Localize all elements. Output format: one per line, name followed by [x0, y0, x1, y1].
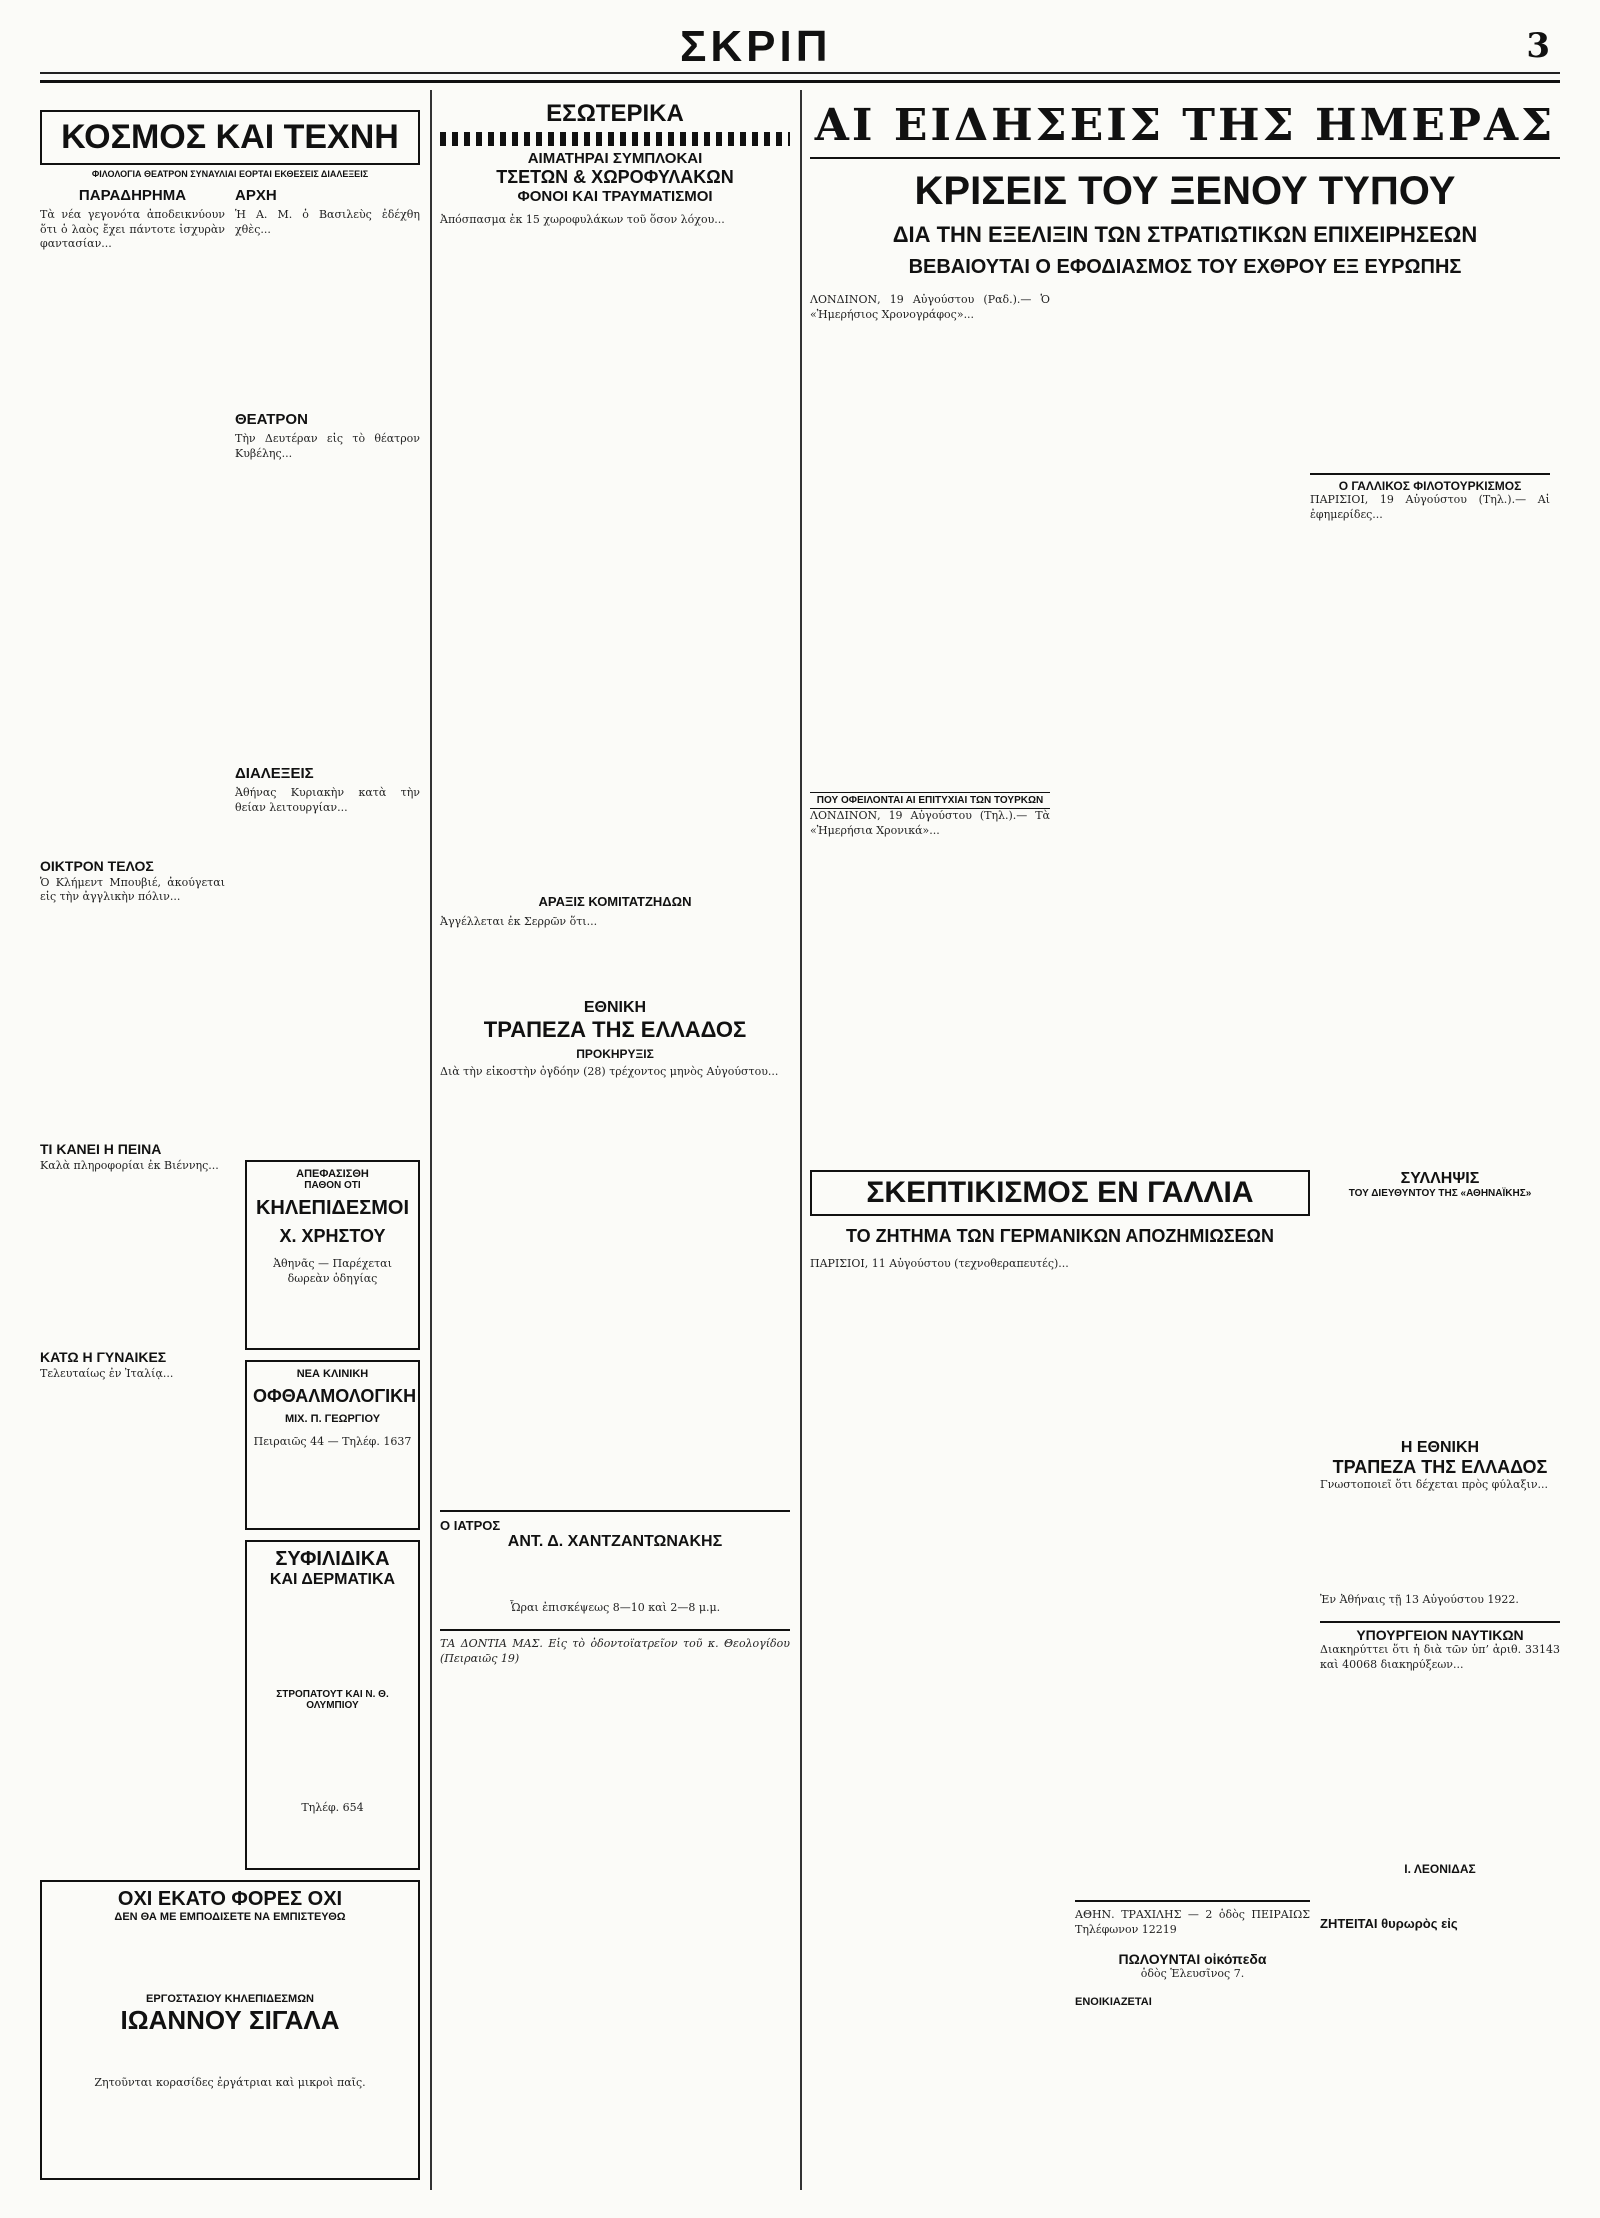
- subheadline: ΑΡΑΞΙΣ ΚΟΜΙΤΑΤΖΗΔΩΝ: [538, 893, 692, 909]
- ad-title: ΟΧΙ ΕΚΑΤΟ ΦΟΡΕΣ ΟΧΙ: [117, 1888, 343, 1910]
- doctor-name: ΑΝΤ. Δ. ΧΑΝΤΖΑΝΤΩΝΑΚΗΣ: [507, 1532, 723, 1550]
- headline: ΣΚΕΠΤΙΚΙΣΜΟΣ ΕΝ ΓΑΛΛΙΑ: [810, 1170, 1310, 1216]
- doctor-ad: [440, 1510, 790, 1616]
- advertisement: [245, 1540, 420, 1870]
- article-body: [440, 929, 790, 989]
- headline: ΤΟ ΖΗΤΗΜΑ ΤΩΝ ΓΕΡΜΑΝΙΚΩΝ ΑΠΟΖΗΜΙΩΣΕΩΝ: [845, 1226, 1274, 1246]
- article-body: [1060, 293, 1300, 993]
- teeth-ad: [440, 1629, 790, 1666]
- right-column-lower: [1320, 1170, 1560, 1931]
- article-title: ΟΙΚΤΡΟΝ ΤΕΛΟΣ: [40, 857, 154, 874]
- box-title: Ο ΓΑΛΛΙΚΟΣ ΦΙΛΟΤΟΥΡΚΙΣΜΟΣ: [1310, 473, 1550, 493]
- advertisement: [40, 1880, 420, 2180]
- subheadline: ΠΟΥ ΟΦΕΙΛΟΝΤΑΙ ΑΙ ΕΠΙΤΥΧΙΑΙ ΤΩΝ ΤΟΥΡΚΩΝ: [810, 792, 1050, 809]
- main-banner: ΑΙ ΕΙΔΗΣΕΙΣ ΤΗΣ ΗΜΕΡΑΣ: [814, 100, 1556, 151]
- article-body: [1320, 1672, 1560, 1862]
- ad-name: ΜΙΧ. Π. ΓΕΩΡΓΙΟΥ: [284, 1413, 381, 1425]
- column-divider: [800, 90, 802, 2190]
- bank-title: Η ΕΘΝΙΚΗ: [1400, 1439, 1480, 1456]
- sale-ad-detail: ὁδὸς Ἑλευσῖνος 7.: [1140, 1967, 1245, 1980]
- ad-title: ΣΥΦΙΛΙΔΙΚΑ: [275, 1548, 390, 1570]
- article-text: Ὁ Κλήμεντ Μπουβιέ, ἀκούγεται εἰς τὴν ἀγγλικὴν πόλιν...: [40, 875, 225, 903]
- ad-main: ΙΩΑΝΝΟΥ ΣΙΓΑΛΑ: [120, 2005, 340, 2035]
- ad-detail: Ἀθηνᾶς — Παρέχεται δωρεὰν ὁδηγίας: [273, 1257, 392, 1285]
- article-text: Ἡ Α. Μ. ὁ Βασιλεὺς ἐδέχθη χθὲς...: [235, 208, 420, 236]
- ad-detail: Ζητοῦνται κορασίδες ἐργάτριαι καὶ μικροὶ παῖς.: [94, 2076, 366, 2089]
- ad-title: ΑΠΕΦΑΣΙΣΘΗ: [296, 1168, 369, 1180]
- page-number: 3: [1526, 26, 1550, 66]
- article-body: [440, 1080, 790, 1510]
- skepticism-article: [810, 1170, 1310, 1272]
- article-text: Τὰ νέα γεγονότα ἀποδεικνύουν ὅτι ὁ λαὸς ἔχει πάντοτε ἰσχυρὰν φαντασίαν...: [40, 208, 225, 250]
- masthead: [40, 20, 1560, 83]
- dateline: ΛΟΝΔΙΝΟΝ, 19 Αὐγούστου (Ραδ.).— Ὁ «Ἡμερήσιος Χρονογράφος»...: [810, 293, 1050, 321]
- article-body: [235, 237, 420, 407]
- bank-text: Γνωστοποιεῖ ὅτι δέχεται πρὸς φύλαξιν...: [1320, 1478, 1549, 1491]
- bank-title: ΤΡΑΠΕΖΑ ΤΗΣ ΕΛΛΑΔΟΣ: [483, 1017, 747, 1042]
- section-subtitle: ΦΙΛΟΛΟΓΙΑ ΘΕΑΤΡΟΝ ΣΥΝΑΥΛΙΑΙ ΕΟΡΤΑΙ ΕΚΘΕΣΕΙΣ ΔΙΑΛΕΞΕΙΣ: [91, 169, 369, 179]
- ad-detail: Πειραιῶς 44 — Τηλέφ. 1637: [253, 1435, 412, 1448]
- section-title: ΕΣΩΤΕΡΙΚΑ: [546, 100, 684, 127]
- article-text: Ἀθήνας Κυριακὴν κατὰ τὴν θείαν λειτουργίαν...: [235, 786, 420, 814]
- ad-subtitle: ΠΑΘΟΝ ΟΤΙ: [304, 1180, 361, 1191]
- article-body: [40, 905, 225, 1135]
- ad-name: ΕΡΓΟΣΤΑΣΙΟΥ ΚΗΛΕΠΙΔΕΣΜΩΝ: [146, 1993, 314, 2005]
- middle-column: [440, 100, 790, 1666]
- article-body: [40, 1173, 225, 1343]
- article-text: Τὴν Δευτέραν εἰς τὸ θέατρον Κυβέλης...: [235, 432, 420, 460]
- bank-title: ΕΘΝΙΚΗ: [583, 999, 647, 1016]
- ad-name: Χ. ΧΡΗΣΤΟΥ: [279, 1226, 386, 1246]
- column-divider: [430, 90, 432, 2190]
- headline: ΤΣΕΤΩΝ & ΧΩΡΟΦΥΛΑΚΩΝ: [496, 167, 734, 187]
- navy-title: ΥΠΟΥΡΓΕΙΟΝ ΝΑΥΤΙΚΩΝ: [1320, 1621, 1560, 1643]
- article-body: [40, 252, 225, 852]
- article-title: ΠΑΡΑΔΗΡΗΜΑ: [78, 187, 187, 204]
- article-body: [1310, 293, 1550, 473]
- article-body: [235, 461, 420, 761]
- bank-subtitle: ΠΡΟΚΗΡΥΞΙΣ: [576, 1047, 654, 1061]
- article-body: [440, 228, 790, 888]
- advertisement: [245, 1160, 420, 1350]
- masthead-rule: [40, 72, 1560, 74]
- sale-ad: ΠΩΛΟΥΝΤΑΙ οἰκόπεδα: [1118, 1951, 1267, 1967]
- article-text: Ἀπόσπασμα ἐκ 15 χωροφυλάκων τοῦ ὅσον λόχου...: [440, 213, 725, 226]
- doctor-title: Ο ΙΑΤΡΟΣ: [440, 1517, 501, 1533]
- navy-signature: Ι. ΛΕΟΝΙΔΑΣ: [1404, 1862, 1476, 1876]
- arrest-subtitle: ΤΟΥ ΔΙΕΥΘΥΝΤΟΥ ΤΗΣ «ΑΘΗΝΑΪΚΗΣ»: [1348, 1188, 1532, 1199]
- headline: ΑΙΜΑΤΗΡΑΙ ΣΥΜΠΛΟΚΑΙ: [527, 150, 703, 167]
- advertisement: [245, 1360, 420, 1530]
- article-body: [1320, 1199, 1560, 1439]
- bank-date: Ἐν Ἀθήναις τῇ 13 Αὐγούστου 1922.: [1320, 1592, 1519, 1606]
- arrest-title: ΣΥΛΛΗΨΙΣ: [1400, 1170, 1480, 1187]
- right-section: [810, 100, 1560, 993]
- doctor-hours: Ὧραι ἐπισκέψεως 8—10 καὶ 2—8 μ.μ.: [509, 1600, 721, 1614]
- paper-name: ΣΚΡΙΠ: [680, 22, 832, 71]
- section-title: ΚΟΣΜΟΣ ΚΑΙ ΤΕΧΝΗ: [40, 110, 420, 165]
- article-title: ΚΑΤΩ Η ΓΥΝΑΙΚΕΣ: [40, 1349, 167, 1365]
- article-body: [810, 322, 1050, 792]
- article-text: Τελευταίως ἐν Ἰταλίᾳ...: [40, 1367, 174, 1380]
- dateline: ΠΑΡΙΣΙΟΙ, 11 Αὐγούστου (τεχνοθεραπευτές)...: [810, 1257, 1069, 1270]
- classified-ads: [1075, 1900, 1310, 2008]
- article-text: Ἀγγέλλεται ἐκ Σερρῶν ὅτι...: [440, 914, 598, 928]
- dateline: ΠΑΡΙΣΙΟΙ, 19 Αὐγούστου (Τηλ.).— Αἱ ἐφημερίδες...: [1310, 493, 1550, 521]
- ad-main: ΚΗΛΕΠΙΔΕΣΜΟΙ: [255, 1197, 410, 1219]
- wanted-ad: ΖΗΤΕΙΤΑΙ θυρωρὸς εἰς: [1320, 1916, 1458, 1931]
- headline: ΦΟΝΟΙ ΚΑΙ ΤΡΑΥΜΑΤΙΣΜΟΙ: [517, 188, 713, 205]
- navy-text: Διακηρύττει ὅτι ἡ διὰ τῶν ὑπ’ ἀριθ. 33143 καὶ 40068 διακηρύξεων...: [1320, 1643, 1560, 1671]
- article-title: ΑΡΧΗ: [235, 187, 277, 204]
- bank-text: Διὰ τὴν εἰκοστὴν ὀγδόην (28) τρέχοντος μηνὸς Αὐγούστου...: [440, 1065, 779, 1078]
- ad-title: ΝΕΑ ΚΛΙΝΙΚΗ: [296, 1368, 369, 1380]
- ad-name: ΣΤΡΟΠΑΤΟΥΤ ΚΑΙ Ν. Θ. ΟΛΥΜΠΙΟΥ: [276, 1689, 389, 1711]
- article-title: ΘΕΑΤΡΟΝ: [235, 411, 308, 428]
- headline: ΚΡΙΣΕΙΣ ΤΟΥ ΞΕΝΟΥ ΤΥΠΟΥ: [914, 169, 1456, 213]
- ad-main: ΚΑΙ ΔΕΡΜΑΤΙΚΑ: [269, 1571, 396, 1588]
- article-title: ΤΙ ΚΑΝΕΙ Η ΠΕΙΝΑ: [40, 1140, 162, 1157]
- teeth-ad-text: ΤΑ ΔΟΝΤΙΑ ΜΑΣ. Εἰς τὸ ὀδοντοϊατρεῖον τοῦ κ. Θεολογίδου (Πειραιῶς 19): [440, 1637, 790, 1665]
- article-body: [1320, 1493, 1560, 1593]
- ad-detail: Τηλέφ. 654: [301, 1801, 364, 1814]
- rent-ad: ΕΝΟΙΚΙΑΖΕΤΑΙ: [1075, 1995, 1152, 2008]
- ad-subtitle: ΔΕΝ ΘΑ ΜΕ ΕΜΠΟΔΙΣΕΤΕ ΝΑ ΕΜΠΙΣΤΕΥΘΩ: [114, 1911, 346, 1923]
- ad-main: ΟΦΘΑΛΜΟΛΟΓΙΚΗ: [253, 1386, 417, 1406]
- ornament-divider: [440, 132, 790, 146]
- article-text: Καλὰ πληροφορίαι ἐκ Βιέννης...: [40, 1158, 219, 1172]
- room-ad: ΑΘΗΝ. ΤΡΑΧΙΛΗΣ — 2 ὁδὸς ΠΕΙΡΑΙΩΣ Τηλέφωνον 12219: [1075, 1908, 1310, 1936]
- banner-rule: [810, 157, 1560, 159]
- headline: ΔΙΑ ΤΗΝ ΕΞΕΛΙΞΙΝ ΤΩΝ ΣΤΡΑΤΙΩΤΙΚΩΝ ΕΠΙΧΕΙΡΗΣΕΩΝ: [892, 222, 1478, 247]
- article-title: ΔΙΑΛΕΞΕΙΣ: [235, 765, 314, 782]
- dateline: ΛΟΝΔΙΝΟΝ, 19 Αὐγούστου (Τηλ.).— Τὰ «Ἡμερήσια Χρονικά»...: [810, 809, 1050, 837]
- bank-title: ΤΡΑΠΕΖΑ ΤΗΣ ΕΛΛΑΔΟΣ: [1332, 1457, 1548, 1477]
- headline: ΒΕΒΑΙΟΥΤΑΙ Ο ΕΦΟΔΙΑΣΜΟΣ ΤΟΥ ΕΧΘΡΟΥ ΕΞ ΕΥΡΩΠΗΣ: [908, 256, 1462, 278]
